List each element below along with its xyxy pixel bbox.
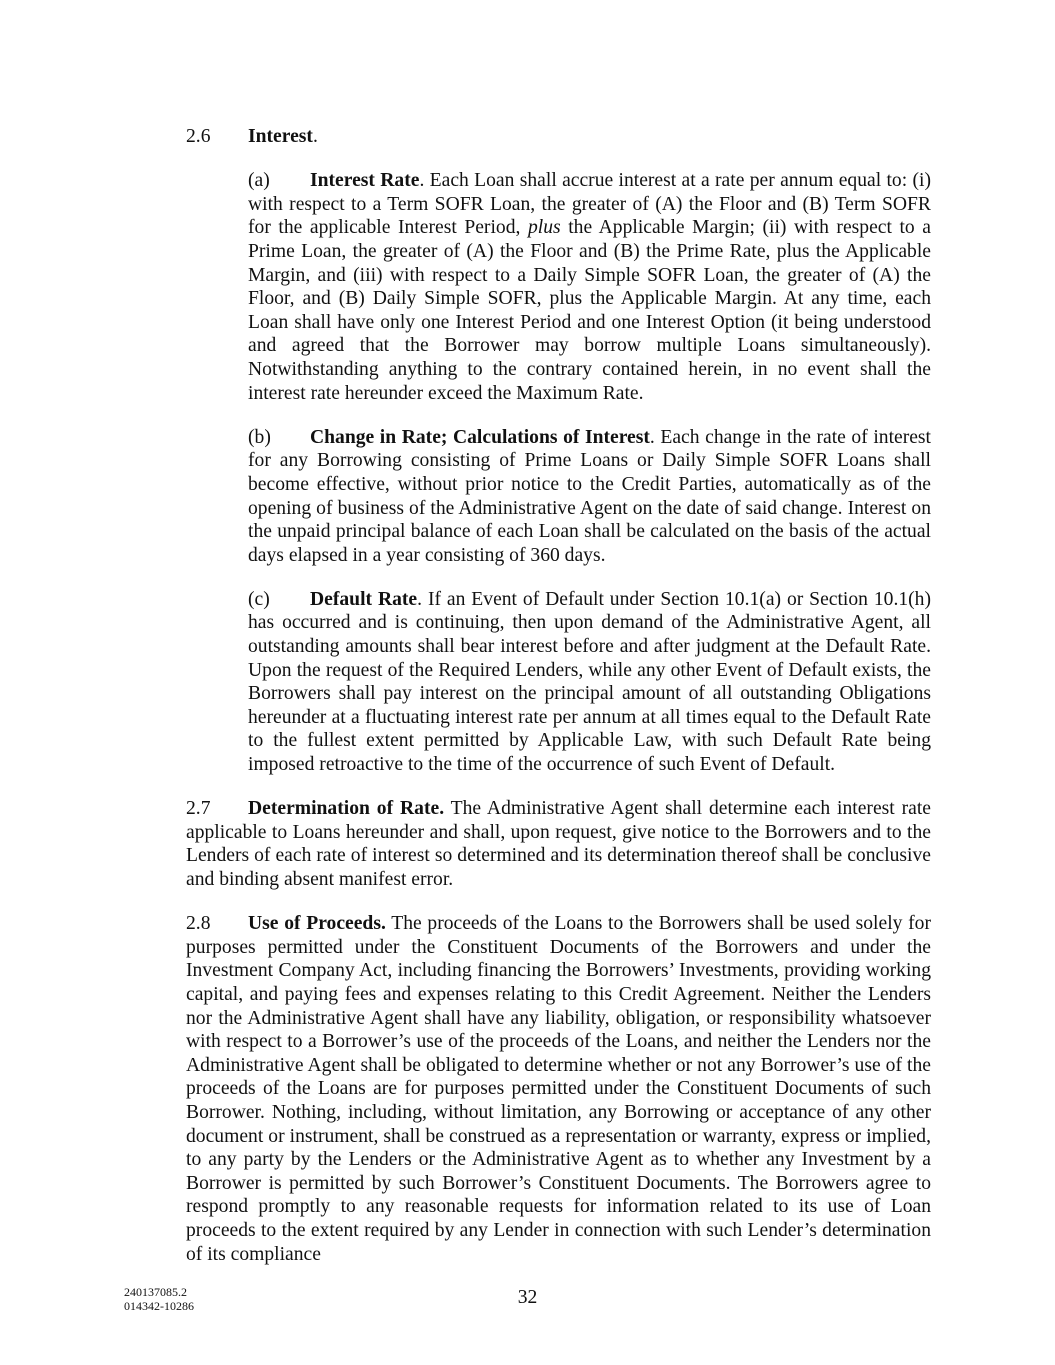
subsection-number: (a) [248, 170, 270, 192]
paragraph-text: Each change in the rate of interest for any Borrowing consisting of Prime Loans or Daily Simple SOFR Loans shall become effective, without prior notice to the Credit Parties, automatically as of the opening of business of the Administrative Agent on the date of said change. Interest on the unpaid principal balance of each Loan shall be calculated on the basis of the actual days elapsed in a year consisting of 360 days. [248, 426, 931, 566]
section-number: 2.7 [186, 798, 211, 820]
section-number: 2.8 [186, 913, 211, 935]
section-title: Use of Proceeds. [248, 913, 386, 935]
page-number: 32 [517, 1287, 538, 1308]
footer-matter-id: 014342-10286 [124, 1298, 194, 1313]
subsection-title: Interest Rate [310, 170, 420, 192]
subsection-title-trail: . [417, 588, 423, 610]
paragraph-text-continued: the Applicable Margin; (ii) with respect to a Prime Loan, the greater of (A) the Floor and (B) the Prime Rate, plus the Applicable Margin, and (iii) with respect to a Daily Simple SOFR Loan, the greater of (A) the Floor, and (B) Daily Simple SOFR, plus the Applicable Margin. At any time, each Loan shall have only one Interest Period and one Interest Option (it being understood and agreed that the Borrower may borrow multiple Loans simultaneously). Notwithstanding anything to the contrary contained herein, in no event shall the interest rate hereunder exceed the Maximum Rate. [248, 217, 932, 404]
paragraph-italic-text: plus [527, 217, 561, 239]
section-2-6-heading [124, 125, 931, 149]
section-2-8 [124, 912, 931, 1266]
section-number: 2.6 [186, 126, 211, 147]
section-title: Interest [248, 126, 313, 147]
section-2-6-c [124, 588, 931, 777]
section-2-6-a [124, 169, 931, 405]
subsection-number: (b) [248, 426, 271, 448]
paragraph-text: The Administrative Agent shall determine each interest rate applicable to Loans hereunder and shall, upon request, give notice to the Borrowers and to the Lenders of each rate of interest so determined and its determination thereof shall be conclusive and binding absent manifest error. [186, 798, 931, 890]
footer-doc-id: 240137085.2 [124, 1285, 187, 1299]
subsection-title: Default Rate [310, 588, 418, 610]
section-title: Determination of Rate. [248, 798, 445, 820]
paragraph-text: The proceeds of the Loans to the Borrowers shall be used solely for purposes permitted under the Constituent Documents of the Borrowers and under the Investment Company Act, including financing the Borrowers’ Investments, providing working capital, and paying fees and expenses relating to this Credit Agreement. Neither the Lenders nor the Administrative Agent shall have any liability, obligation, or responsibility whatsoever with respect to a Borrower’s use of the proceeds of the Loans, and neither the Lenders nor the Administrative Agent shall be obligated to determine whether or not any Borrower’s use of the proceeds of the Loans are for purposes permitted under the Constituent Documents of such Borrower. Nothing, including, without limitation, any Borrowing or acceptance of any other document or instrument, shall be construed as a representation or warranty, express or implied, to any party by the Lenders or the Administrative Agent as to whether any Investment by a Borrower is permitted by such Borrower’s Constituent Documents. The Borrowers agree to respond promptly to any reasonable requests for information related to its use of Loan proceeds to the extent required by any Lender in connection with such Lender’s determination of its compliance [186, 913, 932, 1265]
subsection-number: (c) [248, 588, 270, 610]
document-body [124, 125, 931, 1266]
section-title-trail: . [312, 126, 318, 147]
subsection-title-trail: . [419, 170, 425, 192]
section-2-6-b [124, 426, 931, 568]
subsection-title: Change in Rate; Calculations of Interest [310, 426, 650, 448]
paragraph-text: Each Loan shall accrue interest at a rate per annum equal to: (i) with respect to a Term SOFR Loan, the greater of (A) the Floor and (B) Term SOFR for the applicable Interest Period, [248, 170, 931, 239]
section-2-7 [124, 797, 931, 891]
subsection-title-trail: . [649, 426, 655, 448]
paragraph-text: If an Event of Default under Section 10.1(a) or Section 10.1(h) has occurred and is continuing, then upon demand of the Administrative Agent, all outstanding amounts shall bear interest before and after judgment at the Default Rate. Upon the request of the Required Lenders, while any other Event of Default exists, the Borrowers shall pay interest on the principal amount of all outstanding Obligations hereunder at a fluctuating interest rate per annum at all times equal to the Default Rate to the fullest extent permitted by Applicable Law, with such Default Rate being imposed retroactive to the time of the occurrence of such Event of Default. [248, 588, 931, 776]
